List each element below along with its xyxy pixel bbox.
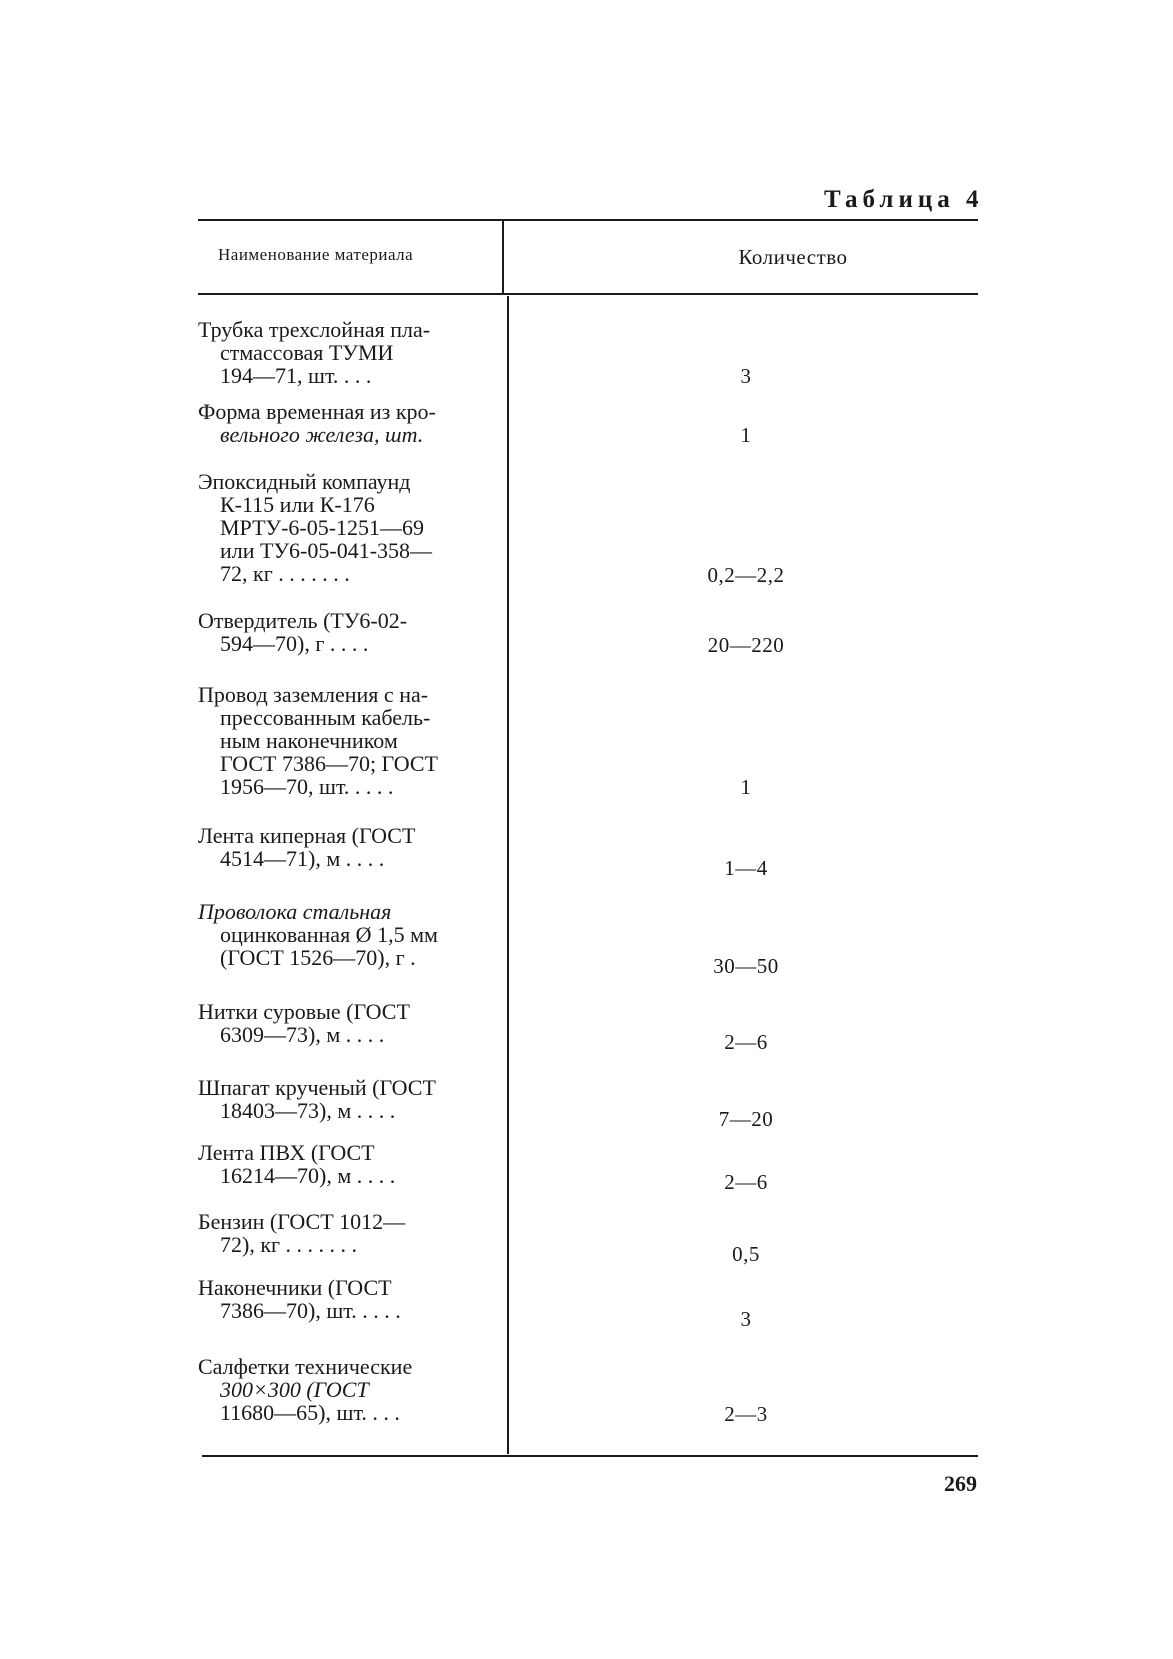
row-name-line: Эпоксидный компаунд	[198, 469, 411, 494]
table-label: Таблица 4	[824, 186, 984, 213]
row-name-line: 72), кг . . . . . . .	[220, 1232, 358, 1257]
row-quantity: 0,5	[732, 1242, 760, 1266]
row-quantity: 30—50	[713, 954, 779, 978]
row-name-line: Форма временная из кро-	[198, 399, 436, 424]
column-header-quantity: Количество	[738, 245, 848, 269]
row-quantity: 7—20	[718, 1107, 774, 1131]
row-name-line: ГОСТ 7386—70; ГОСТ	[220, 751, 438, 776]
row-name-line: К-115 или К-176	[220, 492, 375, 517]
column-header-name: Наименование материала	[218, 245, 414, 264]
row-name-line: 18403—73), м . . . .	[220, 1098, 396, 1123]
table-row-name	[198, 1355, 488, 1424]
row-name-line: 1956—70, шт. . . . .	[220, 774, 394, 799]
header-bottom-rule	[198, 293, 978, 295]
row-name-line: стмассовая ТУМИ	[220, 340, 394, 365]
table-row-name	[198, 318, 488, 387]
row-name-line: Бензин (ГОСТ 1012—	[198, 1209, 406, 1234]
table-row-name	[198, 1210, 488, 1256]
row-quantity: 0,2—2,2	[707, 563, 785, 587]
row-name-line: или ТУ6-05-041-358—	[220, 538, 433, 563]
row-name-line: ным наконечником	[220, 728, 398, 753]
row-name-line: Шпагат крученый (ГОСТ	[198, 1075, 436, 1100]
row-name-line: Лента киперная (ГОСТ	[198, 823, 416, 848]
table-row-name	[198, 824, 488, 870]
table-row-name	[198, 683, 488, 798]
table-row-name	[198, 1276, 488, 1322]
row-quantity: 3	[740, 364, 752, 388]
row-name-line: Салфетки технические	[198, 1354, 413, 1379]
row-name-line: Трубка трехслойная пла-	[198, 317, 431, 342]
row-name-line: прессованным кабель-	[220, 705, 431, 730]
header-column-divider	[502, 219, 504, 293]
table-bottom-rule	[202, 1455, 978, 1457]
row-name-line: 6309—73), м . . . .	[220, 1022, 385, 1047]
row-name-line: 4514—71), м . . . .	[220, 846, 385, 871]
row-quantity: 1—4	[724, 856, 768, 880]
row-name-line: 300×300 (ГОСТ	[220, 1377, 369, 1402]
row-name-line: 16214—70), м . . . .	[220, 1163, 396, 1188]
row-name-line: (ГОСТ 1526—70), г .	[220, 945, 416, 970]
row-name-line: Проволока стальная	[198, 899, 392, 924]
row-name-line: 194—71, шт. . . .	[220, 363, 372, 388]
row-quantity: 3	[740, 1307, 752, 1331]
table-row-name	[198, 1000, 488, 1046]
page-number: 269	[944, 1471, 977, 1496]
row-name-line: Наконечники (ГОСТ	[198, 1275, 392, 1300]
row-name-line: МРТУ-6-05-1251—69	[220, 515, 425, 540]
row-name-line: оцинкованная Ø 1,5 мм	[220, 922, 438, 947]
row-name-line: 72, кг . . . . . . .	[220, 561, 350, 586]
table-top-rule	[198, 219, 978, 221]
row-name-line: Провод заземления с на-	[198, 682, 429, 707]
table-row-name	[198, 470, 488, 585]
row-quantity: 1	[740, 775, 752, 799]
row-quantity: 2—6	[724, 1170, 768, 1194]
row-quantity: 2—6	[724, 1030, 768, 1054]
table-row-name	[198, 609, 488, 655]
row-name-line: 594—70), г . . . .	[220, 631, 369, 656]
row-name-line: вельного железа, шт.	[220, 422, 424, 447]
row-name-line: 11680—65), шт. . . .	[220, 1400, 400, 1425]
table-row-name	[198, 400, 488, 446]
row-name-line: Отвердитель (ТУ6-02-	[198, 608, 408, 633]
row-name-line: 7386—70), шт. . . . .	[220, 1298, 401, 1323]
row-name-line: Нитки суровые (ГОСТ	[198, 999, 410, 1024]
row-quantity: 20—220	[707, 633, 785, 657]
table-row-name	[198, 1141, 488, 1187]
row-name-line: Лента ПВХ (ГОСТ	[198, 1140, 375, 1165]
table-row-name	[198, 1076, 488, 1122]
table-row-name	[198, 900, 488, 969]
body-column-divider	[507, 296, 509, 1454]
row-quantity: 2—3	[724, 1402, 768, 1426]
row-quantity: 1	[740, 423, 752, 447]
